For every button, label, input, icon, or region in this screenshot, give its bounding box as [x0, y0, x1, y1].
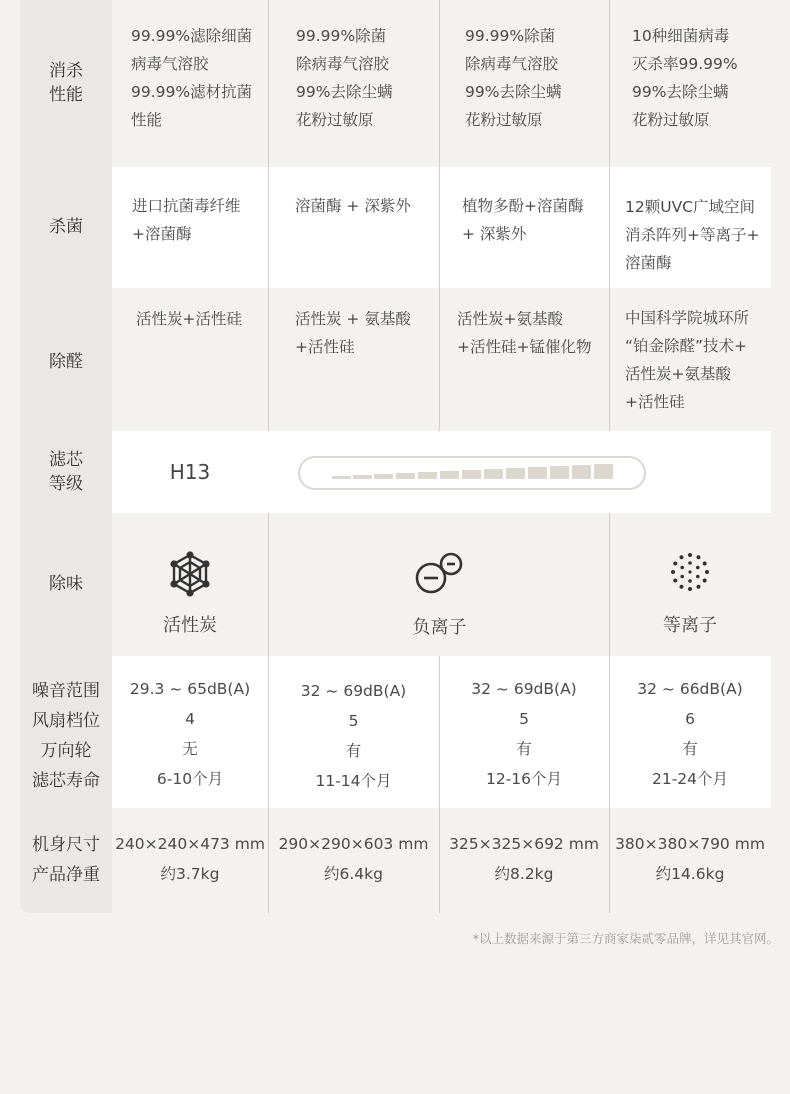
scale-step: [332, 476, 351, 479]
cell-sterilize-3: 植物多酚+溶菌酶 + 深紫外: [462, 197, 584, 243]
cell-disinfect-2: 99.99%除菌 除病毒气溶胶 99%去除尘螨 花粉过敏原: [296, 27, 393, 129]
scale-step: [440, 471, 459, 479]
hexagon-molecule-icon: [167, 551, 213, 597]
cell-specs-2: 32 ~ 69dB(A) 5 有 11-14个月: [300, 682, 407, 790]
scale-step: [396, 473, 415, 479]
cell-sterilize-1: 进口抗菌毒纤维 +溶菌酶: [132, 197, 241, 243]
odor-label-activated-carbon: 活性炭: [163, 615, 217, 636]
cell-sterilize-4: 12颗UVC广域空间 消杀阵列+等离子+ 溶菌酶: [625, 198, 760, 272]
scale-step: [418, 472, 437, 479]
label-disinfect: 消杀 性能: [49, 61, 83, 105]
scale-step: [594, 464, 613, 479]
scale-step: [353, 475, 372, 479]
column-divider: [268, 0, 269, 431]
scale-step: [462, 470, 481, 479]
label-filter-grade: 滤芯 等级: [49, 450, 83, 494]
cell-formaldehyde-4: 中国科学院城环所 “铂金除醛”技术+ 活性炭+氨基酸 +活性硅: [625, 309, 750, 411]
scale-step: [484, 469, 503, 479]
odor-item-plasma: [609, 513, 771, 656]
filter-grade-scale: [298, 456, 646, 490]
cell-specs-3: 32 ~ 69dB(A) 5 有 12-16个月: [471, 680, 577, 788]
scale-step: [550, 466, 569, 479]
cell-size-4: 380×380×790 mm 约14.6kg: [615, 835, 765, 883]
odor-item-negative-ion: [268, 513, 609, 656]
cell-size-2: 290×290×603 mm 约6.4kg: [278, 835, 429, 883]
cell-disinfect-4: 10种细菌病毒 灭杀率99.99% 99%去除尘螨 花粉过敏原: [632, 27, 738, 129]
cell-specs-1: 29.3 ~ 65dB(A) 4 无 6-10个月: [129, 680, 251, 788]
cell-formaldehyde-1: 活性炭+活性硅: [136, 310, 242, 328]
filter-grade-value: H13: [169, 460, 211, 484]
label-formaldehyde: 除醛: [49, 352, 83, 372]
cell-sterilize-2: 溶菌酶 + 深紫外: [295, 197, 411, 215]
cell-size-3: 325×325×692 mm 约8.2kg: [449, 835, 599, 883]
label-size: 机身尺寸 产品净重: [32, 835, 100, 885]
footnote: *以上数据来源于第三方商家柒贰零品牌，详见其官网。: [472, 931, 779, 946]
cell-formaldehyde-3: 活性炭+氨基酸 +活性硅+锰催化物: [457, 310, 592, 356]
label-sterilize: 杀菌: [49, 217, 83, 237]
scale-step: [374, 474, 393, 479]
cell-formaldehyde-2: 活性炭 + 氨基酸 +活性硅: [295, 310, 411, 356]
scale-step: [506, 468, 525, 479]
cell-disinfect-1: 99.99%滤除细菌 病毒气溶胶 99.99%滤材抗菌 性能: [131, 27, 253, 129]
odor-label-negative-ion: 负离子: [412, 617, 467, 638]
label-specs: 噪音范围 风扇档位 万向轮 滤芯寿命: [32, 681, 100, 791]
label-odor: 除味: [49, 574, 83, 594]
column-divider: [609, 0, 610, 431]
cell-specs-4: 32 ~ 66dB(A) 6 有 21-24个月: [637, 680, 743, 788]
plasma-dots-icon: [670, 552, 710, 592]
negative-ion-icon: [414, 551, 466, 597]
odor-label-plasma: 等离子: [663, 615, 717, 636]
column-divider: [439, 0, 440, 431]
cell-size-1: 240×240×473 mm 约3.7kg: [115, 835, 265, 883]
cell-disinfect-3: 99.99%除菌 除病毒气溶胶 99%去除尘螨 花粉过敏原: [465, 27, 562, 129]
scale-step: [528, 467, 547, 479]
scale-step: [572, 465, 591, 479]
